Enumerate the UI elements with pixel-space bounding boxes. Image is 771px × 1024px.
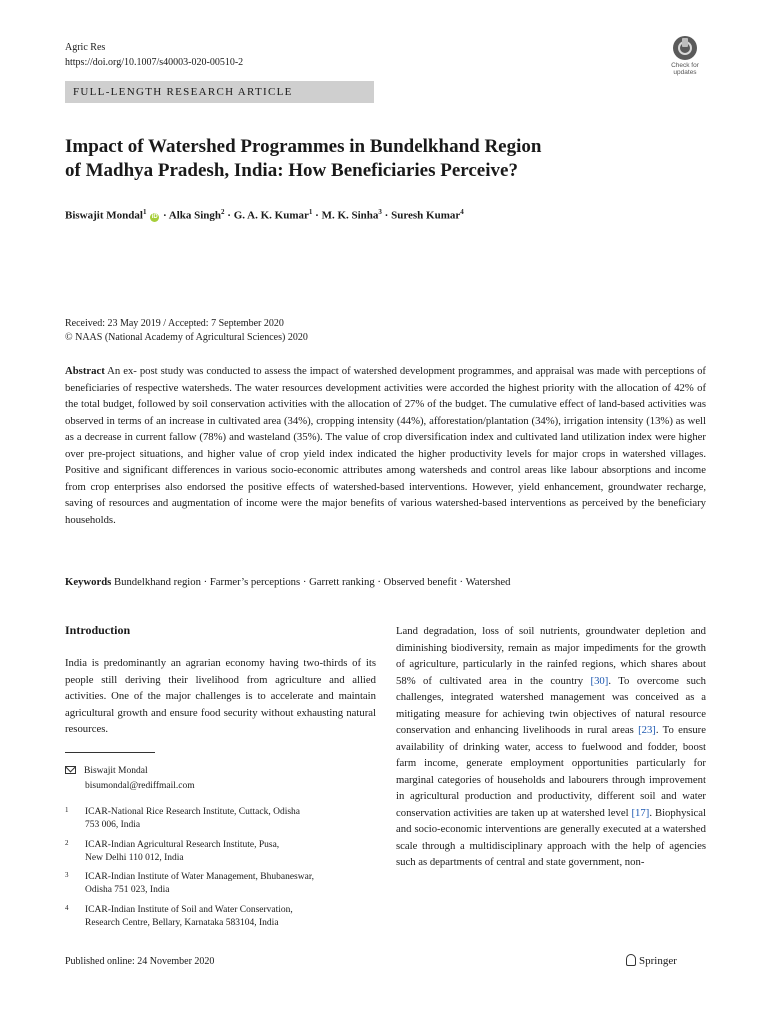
corresponding-author: Biswajit Mondal bbox=[65, 764, 148, 778]
introduction-left-paragraph: India is predominantly an agrarian economy having two-thirds of its people still deriving their livelihood from agriculture and allied activities. One of the major challenges is to accelerate and maintain agricultural growth and ensure food security without exhausting natural resources. bbox=[65, 657, 376, 735]
orcid-icon[interactable]: iD bbox=[151, 213, 158, 220]
check-for-updates-badge[interactable] bbox=[665, 36, 705, 76]
footnote-divider bbox=[65, 752, 155, 753]
abstract-text: An ex- post study was conducted to assess the impact of watershed development programmes, and appraisal was made with perceptions of beneficiaries of respective watersheds. The water resources development activities were accorded the highest priority with the allocation of 42% of the total budget, followed by soil conservation activities with the allocation of 27% of the budget. The cumulative effect of land-based activities was observed in terms of an increase in cultivated area (34%), cropping intensity (44%), afforestation/plantation (34%), irrigation intensity (13%) as well as a decrease in current fallow (78%) and wasteland (35%). The value of crop diversification index and cultivated land utilization index were higher over pre-project situations, and higher value of crop yield index indicated the higher productivity levels for major crops in watershed villages. Positive and significant differences in various socio-economic attributes among watersheds and control areas like labour absorptions and income from crop enterprises also endorsed the positive effects of watershed-based interventions. However, yield enhancement, groundwater recharge, saving of resources and augmentation of income were the major benefits of various watershed-based interventions as perceived by the beneficiary households. bbox=[65, 365, 706, 526]
journal-name: Agric Res bbox=[65, 42, 106, 53]
check-updates-icon bbox=[673, 36, 697, 60]
section-heading-introduction: Introduction bbox=[65, 623, 131, 637]
author-list: Biswajit Mondal$^1$ iD · Alka Singh$^2$ · G. A. K. Kumar$^1$ · M. K. Sinha$^3$ · Suresh Kumar$^4$ bbox=[65, 208, 464, 222]
affiliation-2: 2 ICAR-Indian Agricultural Research Institute, Pusa, New Delhi 110 012, India bbox=[65, 839, 280, 863]
affiliation-1: 1 ICAR-National Rice Research Institute, Cuttack, Odisha 753 006, India bbox=[65, 806, 301, 830]
springer-horse-icon bbox=[626, 954, 636, 966]
citation-link[interactable]: [17] bbox=[631, 806, 650, 819]
author-name[interactable]: Suresh Kumar bbox=[391, 209, 461, 222]
author-name[interactable]: Alka Singh bbox=[168, 209, 222, 222]
copyright-line: © NAAS (National Academy of Agricultural Sciences) 2020 bbox=[65, 332, 308, 343]
citation-link[interactable]: [30] bbox=[590, 674, 609, 687]
abstract bbox=[65, 363, 706, 528]
keywords-text: Bundelkhand region · Farmer’s perceptions · Garrett ranking · Observed benefit · Watershed bbox=[113, 576, 511, 588]
article-type-band: FULL-LENGTH RESEARCH ARTICLE bbox=[65, 81, 374, 103]
keywords-label: Keywords bbox=[65, 576, 112, 588]
affiliation-3: 3 ICAR-Indian Institute of Water Management, Bhubaneswar, Odisha 751 023, India bbox=[65, 871, 314, 895]
corresponding-email[interactable]: bisumondal@rediffmail.com bbox=[85, 781, 195, 791]
doi-link[interactable]: https://doi.org/10.1007/s40003-020-00510-2 bbox=[65, 57, 244, 68]
keywords bbox=[65, 574, 706, 590]
affiliation-4: 4 ICAR-Indian Institute of Soil and Water Conservation, Research Centre, Bellary, Karnataka 583104, India bbox=[65, 904, 293, 928]
article-title: Impact of Watershed Programmes in Bundelkhand Region of Madhya Pradesh, India: How Beneficiaries Perceive? bbox=[65, 136, 542, 181]
citation-link[interactable]: [23] bbox=[638, 724, 656, 736]
publisher-logo: Springer bbox=[626, 954, 677, 967]
published-online: Published online: 24 November 2020 bbox=[65, 956, 215, 967]
article-dates bbox=[65, 317, 308, 345]
abstract-label: Abstract bbox=[65, 365, 105, 377]
author-name[interactable]: M. K. Sinha bbox=[321, 209, 379, 222]
envelope-icon bbox=[65, 766, 76, 774]
received-accepted: Received: 23 May 2019 / Accepted: 7 September 2020 bbox=[65, 318, 284, 329]
running-header bbox=[65, 40, 243, 70]
author-name[interactable]: G. A. K. Kumar bbox=[233, 209, 309, 222]
badge-text: Check for updates bbox=[671, 62, 699, 76]
author-name[interactable]: Biswajit Mondal bbox=[65, 209, 143, 222]
introduction-right-paragraph: Land degradation, loss of soil nutrients, groundwater depletion and diminishing biodiversity, remain as major impediments for the growth of agriculture, particularly in the rainfed regions, which shares about 58% of cultivated area in the country [30]. To overcome such challenges, integrated watershed management was conceived as a mitigating measure for achieving twin objectives of natural resource conservation and enhancing livelihoods in rural areas [23]. To ensure availability of drinking water, access to fuelwood and fodder, boost farm income, generate employment opportunities particularly for marginal categories of households and labourers through improvement in agricultural production and productivity, different soil and water conservation activities are taken up at watershed level [17]. Biophysical and socio-economic interventions are generally executed at a watershed scale through a multidisciplinary approach with the help of agencies such as departments of central and state government, non- bbox=[396, 625, 706, 868]
